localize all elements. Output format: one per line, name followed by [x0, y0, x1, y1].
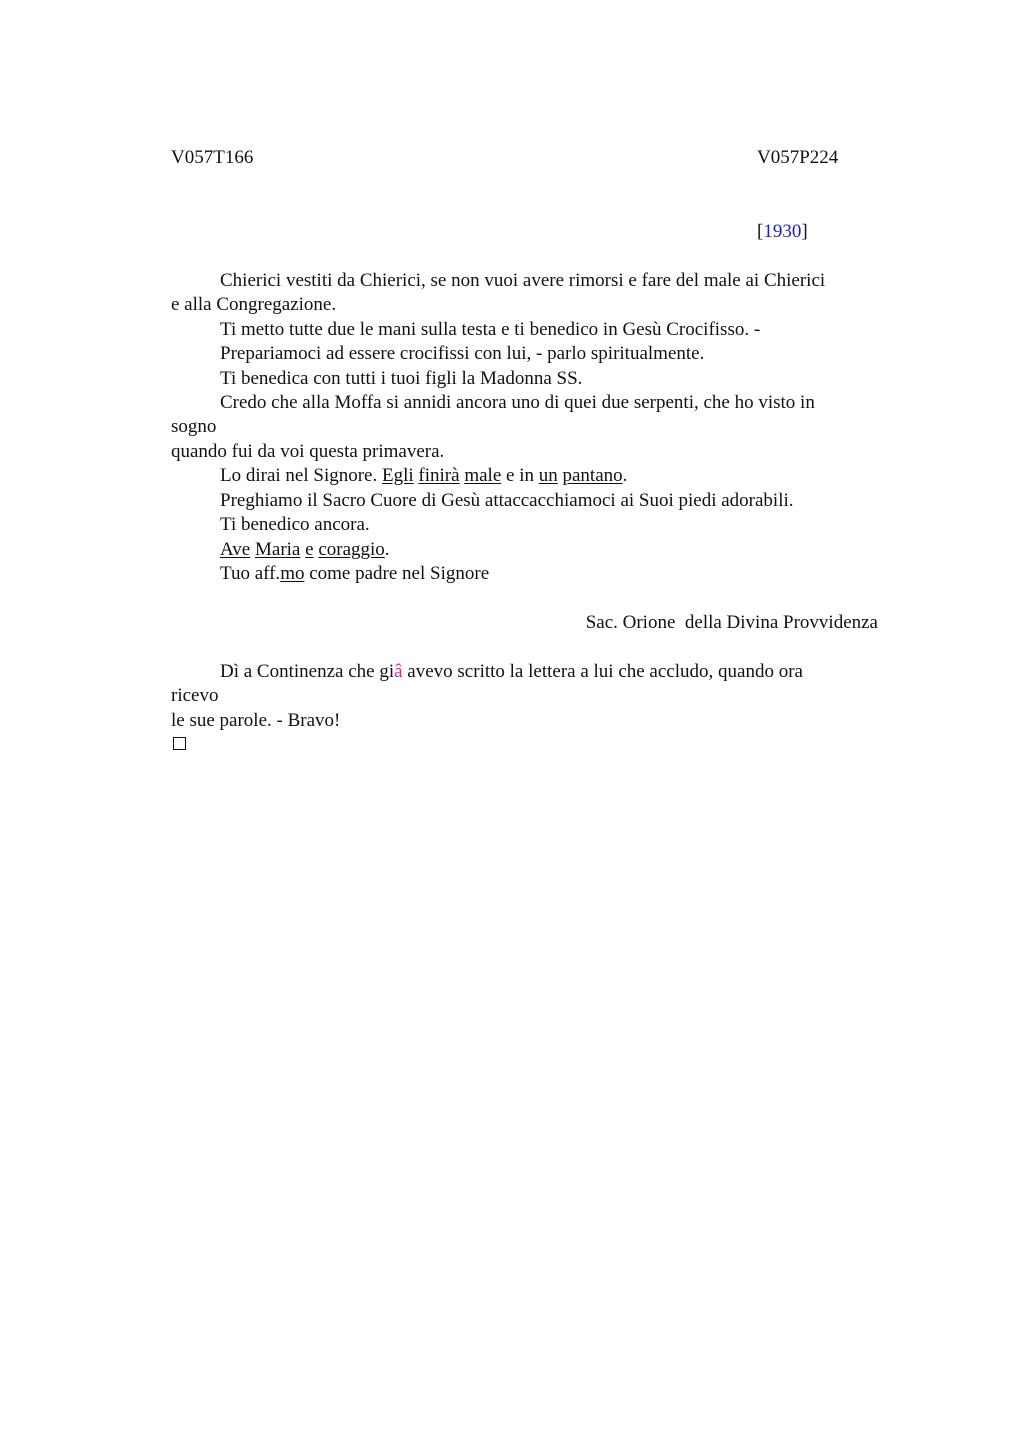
paragraph-4: Ti benedica con tutti i tuoi figli la Madonna SS. — [220, 368, 583, 389]
paragraph-10 — [220, 562, 489, 586]
postscript-line-2: ricevo — [171, 685, 219, 706]
paragraph-5-line-3: quando fui da voi questa primavera. — [171, 441, 445, 462]
p6-prefix: Lo dirai nel Signore. — [220, 465, 382, 486]
postscript-text: avevo scritto la lettera a lui che accludo, quando ora — [402, 661, 803, 682]
p6-underlined-word: un — [538, 465, 558, 486]
date-bracket — [757, 220, 808, 244]
paragraph-1-line-1: Chierici vestiti da Chierici, se non vuoi avere rimorsi e fare del male ai Chierici — [220, 270, 826, 291]
date-close-bracket: ] — [801, 221, 808, 242]
p6-underlined-word: finirà — [418, 465, 460, 486]
p6-end: . — [622, 465, 628, 486]
document-code-right: V057P224 — [757, 147, 839, 168]
paragraph-8: Ti benedico ancora. — [220, 514, 370, 535]
paragraph-1-line-2: e alla Congregazione. — [171, 294, 337, 315]
paragraph-5-line-1: Credo che alla Moffa si annidi ancora uno di quei due serpenti, che ho visto in — [220, 392, 815, 413]
document-code-left: V057T166 — [171, 147, 254, 168]
checkbox-square-icon — [173, 737, 186, 750]
p9-underlined-word: Maria — [255, 539, 301, 560]
p9-end: . — [384, 539, 390, 560]
paragraph-7: Preghiamo il Sacro Cuore di Gesù attaccacchiamoci ai Suoi piedi adorabili. — [220, 490, 794, 511]
postscript-line-1 — [220, 660, 803, 684]
paragraph-2: Ti metto tutte due le mani sulla testa e ti benedico in Gesù Crocifisso. - — [220, 319, 761, 340]
paragraph-3: Prepariamoci ad essere crocifissi con lui, - parlo spiritualmente. — [220, 343, 705, 364]
postscript-line-3: le sue parole. - Bravo! — [171, 710, 341, 731]
postscript-accent-char: â — [394, 661, 403, 682]
p10-underlined-abbrev: mo — [280, 563, 305, 584]
p10-prefix: Tuo aff. — [220, 563, 281, 584]
p6-underlined-word: male — [464, 465, 502, 486]
p6-mid: e in — [501, 465, 539, 486]
p9-underlined-word: e — [305, 539, 314, 560]
date-open-bracket: [ — [757, 221, 764, 242]
date-year: 1930 — [763, 221, 802, 242]
postscript-text: Dì a Continenza che gi — [220, 661, 395, 682]
paragraph-5-line-2: sogno — [171, 416, 217, 437]
p9-underlined-word: Ave — [220, 539, 251, 560]
signature: Sac. Orione della Divina Provvidenza — [585, 612, 878, 633]
p9-underlined-word: coraggio — [318, 539, 385, 560]
paragraph-9 — [220, 538, 390, 562]
p10-suffix: come padre nel Signore — [304, 563, 490, 584]
p6-underlined-word: Egli — [382, 465, 414, 486]
paragraph-6 — [220, 464, 627, 488]
p6-underlined-word: pantano — [562, 465, 623, 486]
